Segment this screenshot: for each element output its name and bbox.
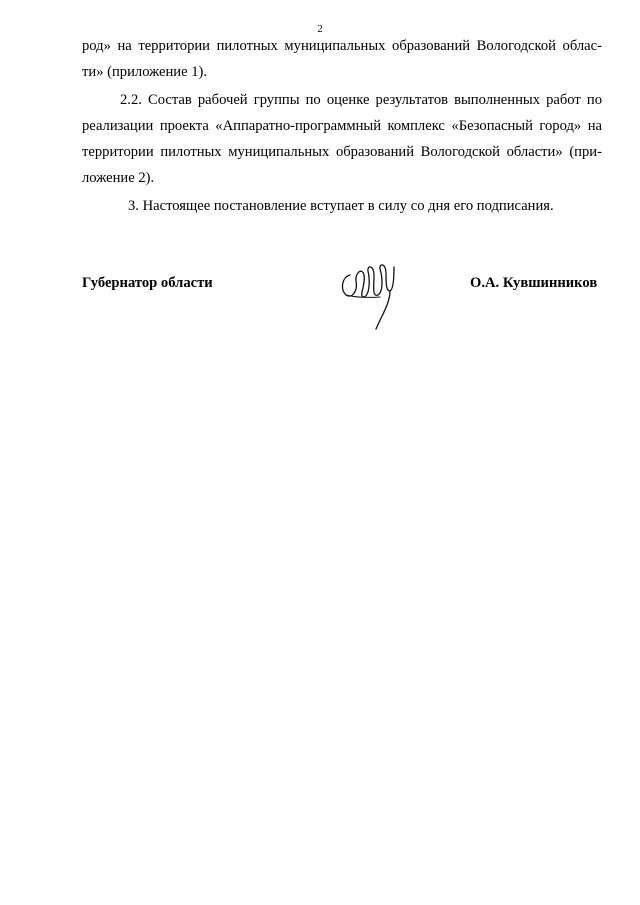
word: реализации <box>82 118 154 134</box>
word: Вологодской <box>420 144 500 160</box>
word: род» <box>82 38 111 54</box>
word: образований <box>392 38 471 54</box>
word: рабочей <box>197 92 248 108</box>
word: по <box>586 92 602 108</box>
word: город» <box>539 118 582 134</box>
word: облас- <box>562 38 602 54</box>
word: пилотных <box>160 144 222 160</box>
word: проекта <box>159 118 209 134</box>
word: «Безопасный <box>451 118 533 134</box>
word: на <box>117 38 132 54</box>
word: пилотных <box>216 38 278 54</box>
paragraph-2-line-4: ложение 2). <box>82 170 155 186</box>
word: группы <box>253 92 300 108</box>
word: (при- <box>569 144 602 160</box>
word: территории <box>82 144 154 160</box>
word: Вологодской <box>476 38 556 54</box>
paragraph-2-line-2 <box>82 116 602 136</box>
word: 2.2. <box>120 92 142 108</box>
signer-name: О.А. Кувшинников <box>470 275 598 291</box>
word: «Аппаратно-программный <box>215 118 382 134</box>
paragraph-1-line-2: ти» (приложение 1). <box>82 64 208 80</box>
word: выполненных <box>454 92 541 108</box>
signature-icon <box>336 255 402 335</box>
word: по <box>305 92 321 108</box>
paragraph-3-line-1: 3. Настоящее постановление вступает в силу со дня его подписания. <box>128 198 554 214</box>
word: на <box>587 118 602 134</box>
word: области» <box>506 144 563 160</box>
paragraph-2-line-1 <box>120 90 602 110</box>
word: работ <box>546 92 581 108</box>
position-title: Губернатор области <box>82 275 213 291</box>
word: оценке <box>326 92 370 108</box>
paragraph-2-line-3 <box>82 142 602 162</box>
word: комплекс <box>387 118 445 134</box>
word: результатов <box>375 92 449 108</box>
word: территории <box>138 38 210 54</box>
word: Состав <box>147 92 192 108</box>
word: муниципальных <box>228 144 330 160</box>
paragraph-1-line-1 <box>82 36 602 56</box>
word: образований <box>335 144 415 160</box>
page-number: 2 <box>317 23 323 35</box>
word: муниципальных <box>284 38 386 54</box>
